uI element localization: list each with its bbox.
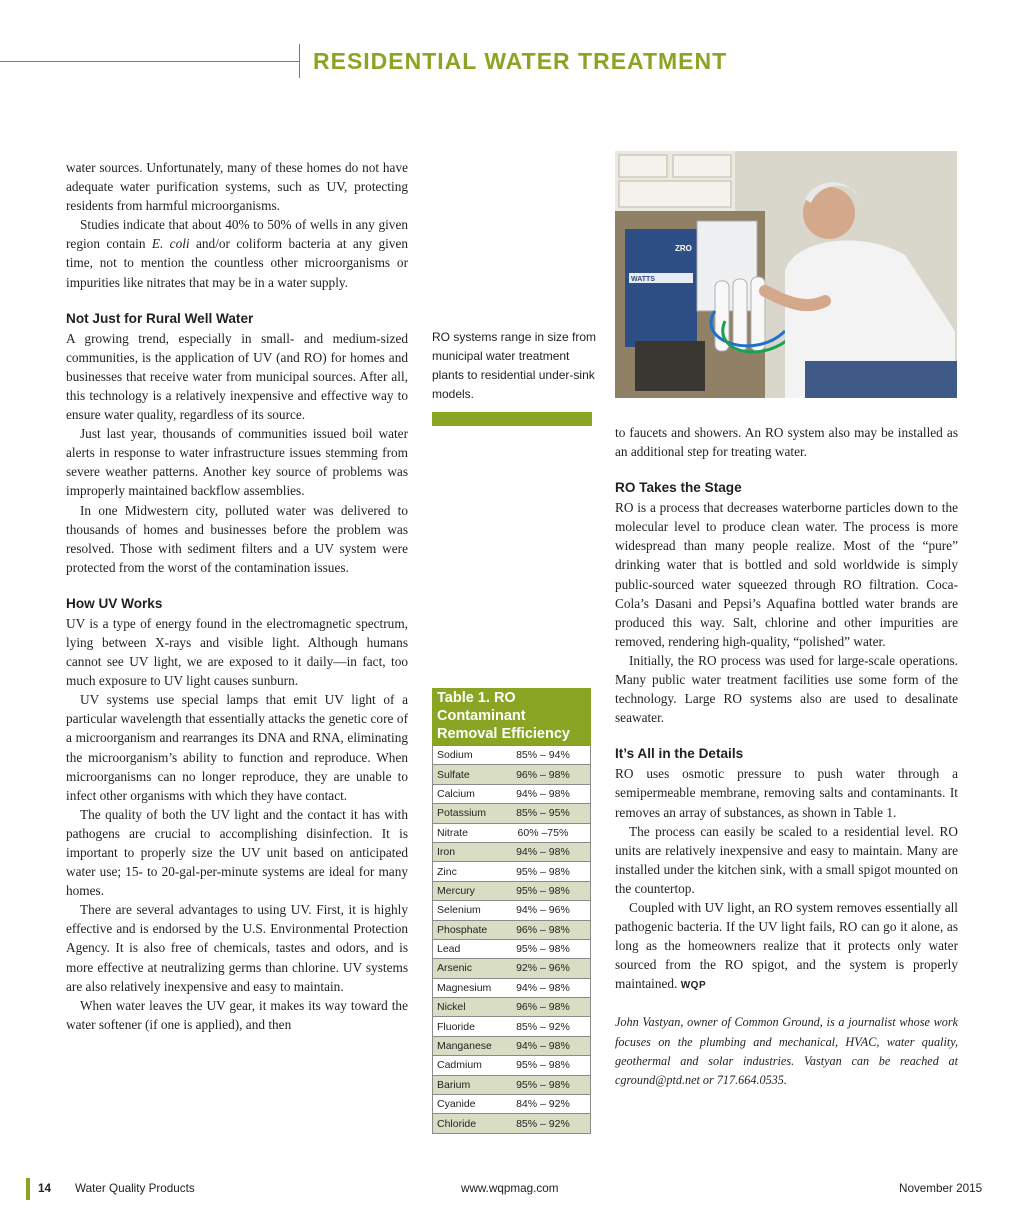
contaminant-name: Sodium <box>433 746 496 765</box>
table-row <box>433 765 591 784</box>
paragraph: The process can easily be scaled to a residential level. RO units are relatively inexpensive and easy to maintain. Many are installed under the kitchen sink, with a small spigot mounted on the countertop. <box>615 823 958 896</box>
paragraph: water sources. Unfortunately, many of these homes do not have adequate water purification systems, such as UV, protecting residents from harmful microorganisms. <box>66 160 408 214</box>
ro-efficiency-table <box>432 688 591 1134</box>
table-row <box>433 823 591 842</box>
contaminant-name: Zinc <box>433 862 496 881</box>
removal-efficiency: 95% – 98% <box>496 939 591 958</box>
removal-efficiency: 95% – 98% <box>496 1075 591 1094</box>
table-row <box>433 1114 591 1133</box>
subheading: How UV Works <box>66 595 163 611</box>
contaminant-name: Selenium <box>433 901 496 920</box>
text-run: and/or coliform bacteria at any given time, not to mention the countless other microorganisms or impurities like nitrates that may be in a water supply. <box>66 236 409 290</box>
contaminant-name: Cadmium <box>433 1056 496 1075</box>
table-row <box>433 959 591 978</box>
page-number: 14 <box>38 1182 52 1195</box>
removal-efficiency: 92% – 96% <box>496 959 591 978</box>
text-run: Coupled with UV light, an RO system removes essentially all pathogenic bacteria. If the UV light fails, RO can go it alone, as long as the homeowners realize that it protects only water sourced from the RO spigot, and the system is properly maintained. <box>615 899 958 992</box>
removal-efficiency: 84% – 92% <box>496 1095 591 1114</box>
contaminant-name: Magnesium <box>433 978 496 997</box>
end-mark: WQP <box>680 980 707 992</box>
subheading: Not Just for Rural Well Water <box>66 310 254 326</box>
contaminant-name: Calcium <box>433 784 496 803</box>
removal-efficiency: 96% – 98% <box>496 765 591 784</box>
table-row <box>433 746 591 765</box>
photo-caption: RO systems range in size from municipal water treatment plants to residential under-sink models. <box>432 330 597 401</box>
paragraph <box>615 898 958 995</box>
table-row <box>433 1075 591 1094</box>
removal-efficiency: 96% – 98% <box>496 920 591 939</box>
technician-photo <box>615 151 957 398</box>
paragraph: The quality of both the UV light and the contact it has with pathogens are crucial to accomplishing disinfection. It is important to properly size the UV unit based on anticipated water use; 15- to 20-gal-per-minute systems are ideal for many homes. <box>66 806 408 899</box>
table-row <box>433 881 591 900</box>
species-name: E. coli <box>151 236 190 252</box>
table-row <box>433 1017 591 1036</box>
website-link[interactable]: www.wqpmag.com <box>461 1182 559 1195</box>
contaminant-name: Iron <box>433 842 496 861</box>
contaminant-name: Cyanide <box>433 1095 496 1114</box>
issue-date: November 2015 <box>899 1182 983 1195</box>
text-run: Studies indicate that about 40% to 50% of wells in any given region contain <box>66 217 408 252</box>
removal-efficiency: 94% – 98% <box>496 842 591 861</box>
table <box>432 745 591 1134</box>
table-row <box>433 804 591 823</box>
paragraph: When water leaves the UV gear, it makes its way toward the water softener (if one is applied), and then <box>66 997 408 1032</box>
table-row <box>433 842 591 861</box>
paragraph: UV is a type of energy found in the electromagnetic spectrum, lying between X-rays and visible light. Although humans cannot see UV light, we are exposed to it daily—in fact, too much exposure to UV light causes sunburn. <box>66 615 408 689</box>
paragraph: In one Midwestern city, polluted water was delivered to thousands of homes and businesses before the problem was resolved. Those with sediment filters and a UV system were protected from the worst of the contamination issues. <box>66 502 408 575</box>
contaminant-name: Chloride <box>433 1114 496 1133</box>
contaminant-name: Phosphate <box>433 920 496 939</box>
table-row <box>433 1056 591 1075</box>
removal-efficiency: 94% – 96% <box>496 901 591 920</box>
contaminant-name: Nickel <box>433 998 496 1017</box>
box-brand-label: WATTS <box>631 276 655 283</box>
removal-efficiency: 94% – 98% <box>496 784 591 803</box>
removal-efficiency: 85% – 92% <box>496 1017 591 1036</box>
removal-efficiency: 95% – 98% <box>496 881 591 900</box>
contaminant-name: Nitrate <box>433 823 496 842</box>
contaminant-name: Manganese <box>433 1036 496 1055</box>
table-row <box>433 939 591 958</box>
removal-efficiency: 96% – 98% <box>496 998 591 1017</box>
table-row <box>433 862 591 881</box>
paragraph: RO is a process that decreases waterborne particles down to the molecular level to produce clean water. The process is more widespread than many people realize. Most of the “pure” drinking water that is bottled and sold worldwide is simply public-sourced water squeezed through RO filtration. Coca-Cola’s Dasani and Pepsi’s Aquafina bottled water brands are produced this way. Salt, chlorine and other impurities are removed, rendering high-quality, “polished” water. <box>615 500 958 649</box>
table-title: Table 1. RO Contaminant Removal Efficiency <box>432 688 591 745</box>
paragraph <box>66 215 408 291</box>
paragraph: A growing trend, especially in small- and medium-sized communities, is the application of UV (and RO) for homes and businesses that receive water from municipal sources. After all, this technology is a relatively inexpensive and effective way to ensure water quality, regardless of its source. <box>66 330 408 423</box>
paragraph: Just last year, thousands of communities issued boil water alerts in response to water infrastructure issues stemming from severe weather patterns. Another key source of problems was improperly maintained backflow assemblies. <box>66 426 408 499</box>
paragraph: There are several advantages to using UV. First, it is highly effective and is endorsed by the U.S. Environmental Protection Agency. It is also free of chemicals, tastes and odors, and is more effective at neutralizing germs than chlorine. UV systems are also relatively inexpensive and easy to maintain. <box>66 902 408 994</box>
table-row <box>433 784 591 803</box>
footer-accent-bar <box>26 1178 30 1200</box>
table-row <box>433 901 591 920</box>
table-row <box>433 920 591 939</box>
table-row <box>433 978 591 997</box>
contaminant-name: Potassium <box>433 804 496 823</box>
table-row <box>433 998 591 1017</box>
header-tick <box>299 44 300 78</box>
table-row <box>433 1095 591 1114</box>
removal-efficiency: 94% – 98% <box>496 978 591 997</box>
subheading: It’s All in the Details <box>615 746 744 762</box>
paragraph: to faucets and showers. An RO system also may be installed as an additional step for treating water. <box>615 425 958 460</box>
removal-efficiency: 60% –75% <box>496 823 591 842</box>
removal-efficiency: 95% – 98% <box>496 862 591 881</box>
contaminant-name: Fluoride <box>433 1017 496 1036</box>
contaminant-name: Sulfate <box>433 765 496 784</box>
header-rule <box>0 61 300 62</box>
contaminant-name: Lead <box>433 939 496 958</box>
section-title: RESIDENTIAL WATER TREATMENT <box>313 48 728 74</box>
subheading: RO Takes the Stage <box>615 480 742 496</box>
contaminant-name: Mercury <box>433 881 496 900</box>
caption-accent-bar <box>432 412 592 426</box>
removal-efficiency: 85% – 92% <box>496 1114 591 1133</box>
publication-name: Water Quality Products <box>75 1182 195 1195</box>
left-column <box>66 158 408 1034</box>
paragraph: UV systems use special lamps that emit UV light of a particular wavelength that essentially attacks the genetic core of a microorganism and rearranges its DNA and RNA, eliminating the microorganism’s ability to function and reproduce. When microorganisms can no longer reproduce, they are unable to infect other organisms with which they have contact. <box>66 692 408 803</box>
removal-efficiency: 85% – 95% <box>496 804 591 823</box>
paragraph: RO uses osmotic pressure to push water through a semipermeable membrane, removing salts and contaminants. It removes an array of substances, as shown in Table 1. <box>615 766 958 820</box>
contaminant-name: Barium <box>433 1075 496 1094</box>
removal-efficiency: 95% – 98% <box>496 1056 591 1075</box>
paragraph: Initially, the RO process was used for large-scale operations. Many public water treatment facilities use some form of the technology. Large RO systems also are used to desalinate seawater. <box>615 652 958 726</box>
author-bio: John Vastyan, owner of Common Ground, is a journalist whose work focuses on the plumbing and mechanical, HVAC, water quality, geothermal and solar industries. Vastyan can be reached at cground@ptd.net or 717.664.0535. <box>615 1015 958 1088</box>
removal-efficiency: 85% – 94% <box>496 746 591 765</box>
right-column <box>615 423 958 1090</box>
removal-efficiency: 94% – 98% <box>496 1036 591 1055</box>
table-row <box>433 1036 591 1055</box>
contaminant-name: Arsenic <box>433 959 496 978</box>
box-model-label: ZRO <box>675 244 692 253</box>
